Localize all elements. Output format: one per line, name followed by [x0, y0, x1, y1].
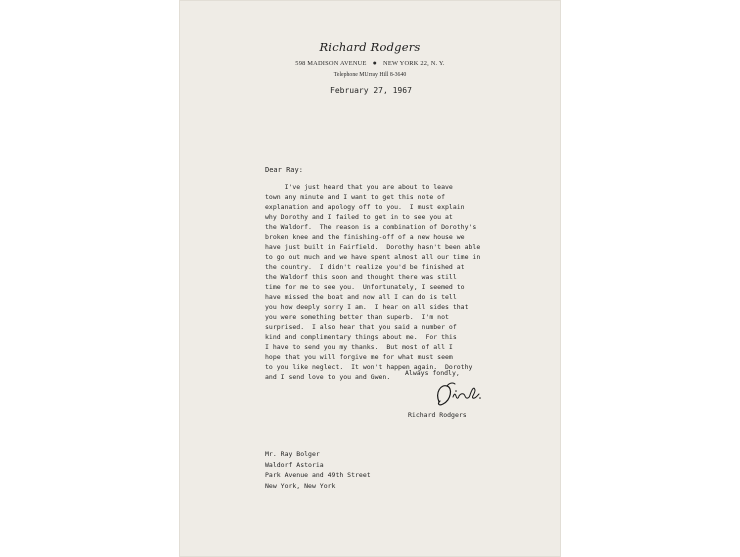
address-line: Park Avenue and 49th Street: [265, 471, 371, 479]
body-line: broken knee and the finishing-off of a new house we: [265, 233, 465, 241]
letterhead-street: 598 MADISON AVENUE: [295, 60, 367, 67]
body-line: time for me to see you. Unfortunately, I seemed to: [265, 283, 465, 291]
body-line: the country. I didn't realize you'd be finished at: [265, 263, 465, 271]
signature-name: Richard Rodgers: [408, 411, 467, 419]
body-line: have just built in Fairfield. Dorothy hasn't been able: [265, 243, 481, 251]
letter-page: [179, 0, 561, 557]
body-line: the Waldorf this soon and thought there was still: [265, 273, 457, 281]
body-line: and I send love to you and Gwen.: [265, 373, 391, 381]
address-line: Mr. Ray Bolger: [265, 450, 320, 458]
body-line: town any minute and I want to get this note of: [265, 193, 446, 201]
closing: Always fondly,: [405, 369, 460, 377]
body-line: have missed the boat and now all I can do is tell: [265, 293, 457, 301]
recipient-address: [265, 449, 371, 491]
signature-icon: [431, 380, 483, 408]
body-line: I have to send you my thanks. But most of all I: [265, 343, 453, 351]
body-line: I've just heard that you are about to leave: [265, 183, 453, 191]
body-line: the Waldorf. The reason is a combination of Dorothy's: [265, 223, 477, 231]
body-line: surprised. I also hear that you said a number of: [265, 323, 457, 331]
bullet-separator-icon: ●: [372, 59, 378, 67]
body-line: why Dorothy and I failed to get in to see you at: [265, 213, 453, 221]
salutation: Dear Ray:: [265, 166, 303, 174]
address-line: New York, New York: [265, 481, 336, 490]
letterhead-city: NEW YORK 22, N. Y.: [383, 60, 445, 67]
letterhead-address: [179, 59, 561, 67]
letterhead-name: Richard Rodgers: [319, 40, 421, 54]
letterhead-telephone: Telephone MUrray Hill 8-3640: [333, 72, 407, 78]
letter-date: February 27, 1967: [330, 86, 412, 95]
body-line: you were something better than superb. I'm not: [265, 313, 449, 321]
body-line: explanation and apology off to you. I must explain: [265, 203, 465, 211]
body-line: kind and complimentary things about me. For this: [265, 333, 457, 341]
address-line: Waldorf Astoria: [265, 460, 324, 469]
body-line: hope that you will forgive me for what must seem: [265, 353, 453, 361]
body-line: you how deeply sorry I am. I hear on all sides that: [265, 303, 469, 311]
letter-body: [265, 182, 480, 382]
body-line: to you like neglect. It won't happen again. Dorothy: [265, 363, 473, 371]
body-line: to go out much and we have spent almost all our time in: [265, 253, 481, 261]
